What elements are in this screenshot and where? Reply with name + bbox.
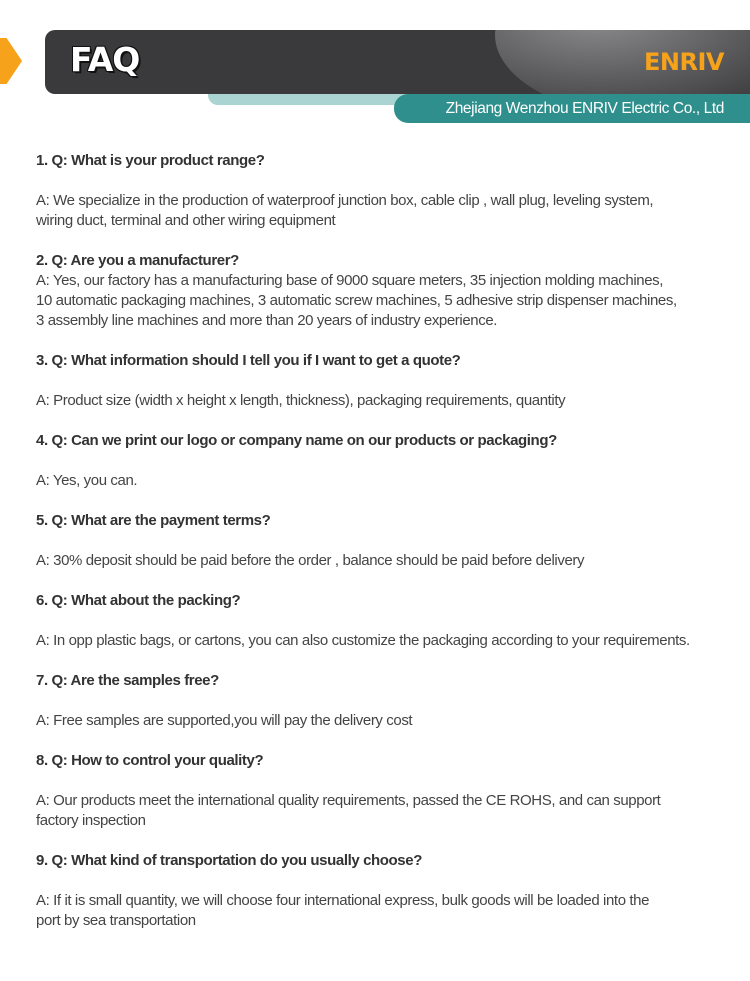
faq-question: 7. Q: Are the samples free? [36,672,219,689]
faq-item [36,151,748,231]
faq-item [36,431,748,511]
faq-list [36,151,748,931]
faq-answer: A: Product size (width x height x length, thickness), packaging requirements, quantity [36,392,566,409]
company-name: Zhejiang Wenzhou ENRIV Electric Co., Ltd [445,99,724,117]
faq-answer: A: Free samples are supported,you will pay the delivery cost [36,712,413,729]
company-banner [394,94,750,123]
faq-answer: A: Our products meet the international quality requirements, passed the CE ROHS, and can support factory inspection [36,792,661,829]
faq-answer: A: We specialize in the production of waterproof junction box, cable clip , wall plug, leveling system, wiring duct, terminal and other wiring equipment [36,192,654,229]
faq-answer: A: If it is small quantity, we will choose four international express, bulk goods will be loaded into the port by sea transportation [36,892,650,929]
faq-item [36,251,748,351]
orange-arrow-marker [0,38,22,84]
faq-header-bar [45,30,750,94]
faq-question: 6. Q: What about the packing? [36,592,241,609]
faq-answer: A: 30% deposit should be paid before the order , balance should be paid before delivery [36,552,585,569]
faq-item [36,671,748,751]
faq-item [36,851,748,931]
brand-logo-text: ENRIV [644,48,724,76]
faq-question: 9. Q: What kind of transportation do you usually choose? [36,852,422,869]
faq-question: 8. Q: How to control your quality? [36,752,264,769]
faq-question: 4. Q: Can we print our logo or company name on our products or packaging? [36,432,557,449]
page-title: FAQ [70,40,140,79]
faq-answer: A: Yes, you can. [36,472,138,489]
faq-question: 5. Q: What are the payment terms? [36,512,271,529]
faq-answer: A: In opp plastic bags, or cartons, you can also customize the packaging according to your requirements. [36,632,690,649]
faq-question: 2. Q: Are you a manufacturer? [36,252,239,269]
faq-item [36,351,748,431]
faq-item [36,751,748,851]
faq-item [36,591,748,671]
faq-answer: A: Yes, our factory has a manufacturing base of 9000 square meters, 35 injection molding machines, 10 automatic packaging machines, 3 automatic screw machines, 5 adhesive strip dispenser machines, 3 assembly line machines and more than 20 years of industry experience. [36,272,677,329]
faq-question: 3. Q: What information should I tell you if I want to get a quote? [36,352,461,369]
faq-question: 1. Q: What is your product range? [36,152,265,169]
faq-item [36,511,748,591]
